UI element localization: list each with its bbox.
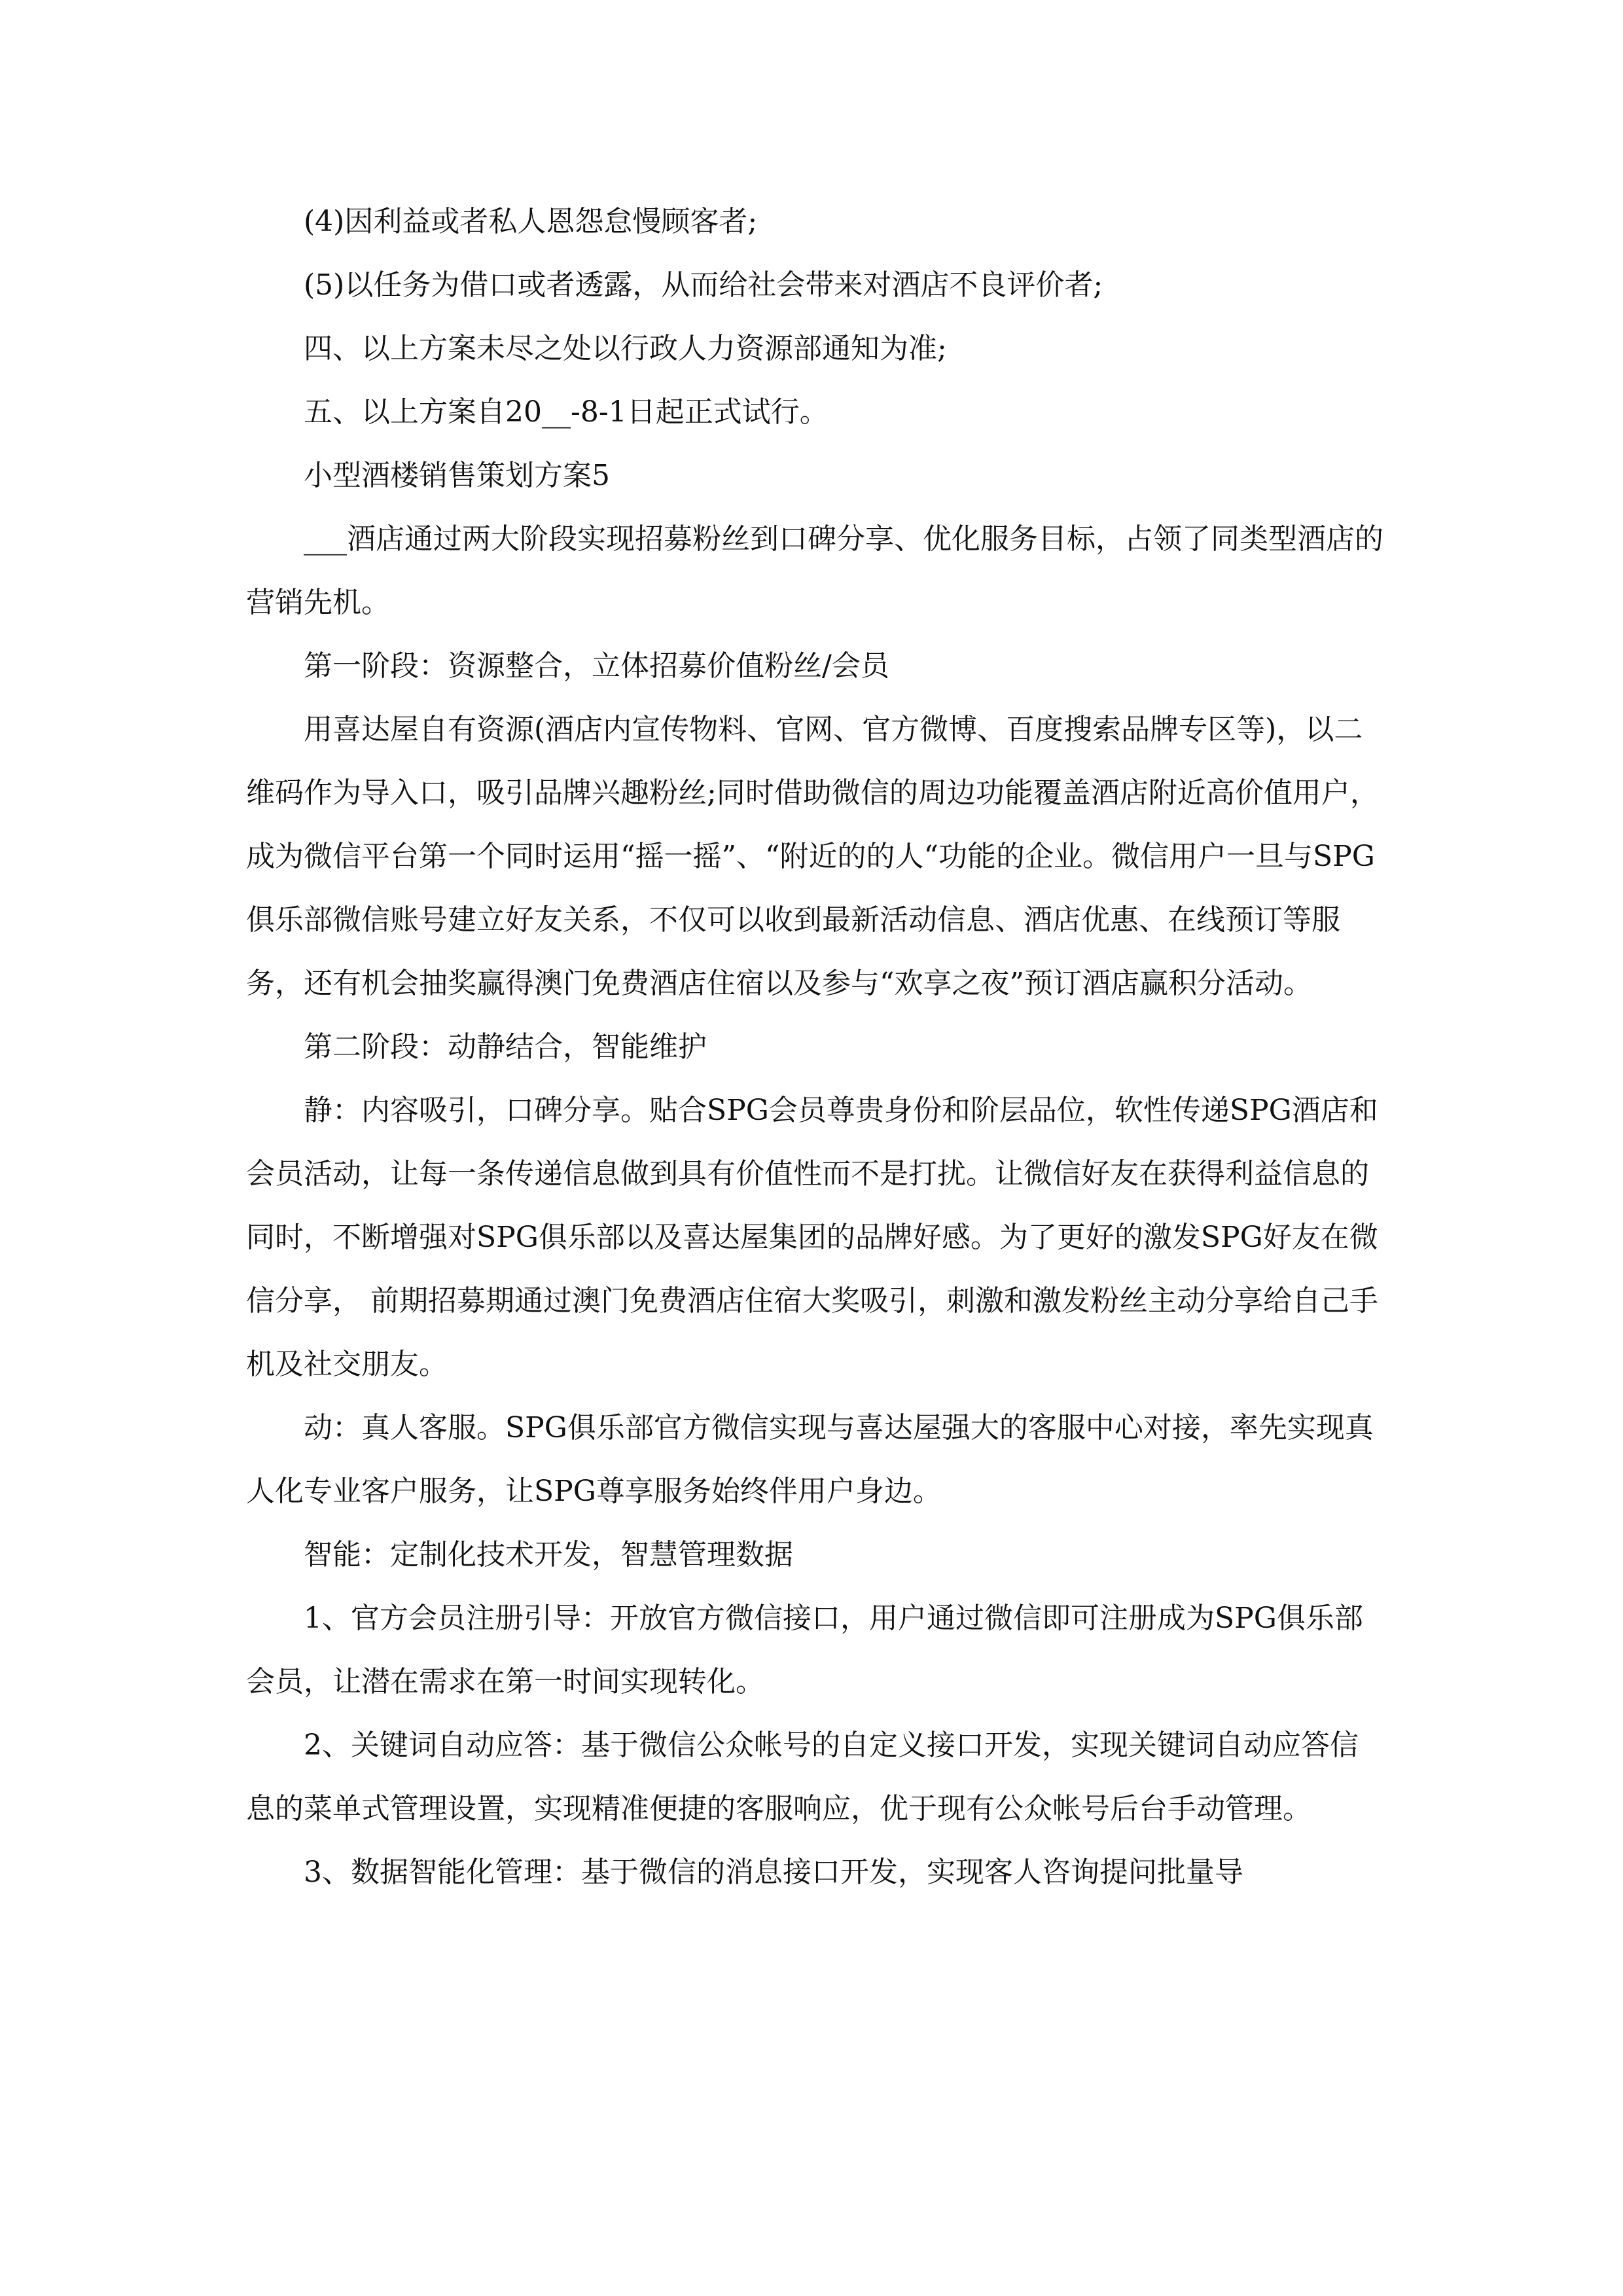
paragraph-10: 静：内容吸引，口碑分享。贴合SPG会员尊贵身份和阶层品位，软性传递SPG酒店和会员活动，让每一条传递信息做到具有价值性而不是打扰。让微信好友在获得利益信息的同时，不断增强对SPG俱乐部以及喜达屋集团的品牌好感。为了更好的激发SPG好友在微信分享， 前期招募期通过澳门免费酒店住宿大奖吸引，刺激和激发粉丝主动分享给自己手机及社交朋友。 [246, 1094, 1378, 1381]
paragraph-1: (4)因利益或者私人恩怨怠慢顾客者; [304, 205, 758, 238]
list-item-3: 3、数据智能化管理：基于微信的消息接口开发，实现客人咨询提问批量导 [304, 1856, 1243, 1889]
smart-heading: 智能：定制化技术开发，智慧管理数据 [304, 1538, 793, 1571]
paragraph-8: 用喜达屋自有资源(酒店内宣传物料、官网、官方微博、百度搜索品牌专区等)，以二维码作为导入口，吸引品牌兴趣粉丝;同时借助微信的周边功能覆盖酒店附近高价值用户，成为微信平台第一个同时运用“摇一摇”、“附近的的人“功能的企业。微信用户一旦与SPG俱乐部微信账号建立好友关系，不仅可以收到最新活动信息、酒店优惠、在线预订等服务，还有机会抽奖赢得澳门免费酒店住宿以及参与“欢享之夜”预订酒店赢积分活动。 [246, 713, 1379, 1000]
document-page [246, 190, 1385, 1904]
paragraph-2: (5)以任务为借口或者透露，从而给社会带来对酒店不良评价者; [304, 268, 1103, 302]
stage-two-heading: 第二阶段：动静结合，智能维护 [304, 1030, 707, 1064]
list-item-2: 2、关键词自动应答：基于微信公众帐号的自定义接口开发，实现关键词自动应答信息的菜单式管理设置，实现精准便捷的客服响应，优于现有公众帐号后台手动管理。 [246, 1729, 1359, 1825]
stage-one-heading: 第一阶段：资源整合，立体招募价值粉丝/会员 [304, 649, 889, 683]
paragraph-4: 五、以上方案自20__-8-1日起正式试行。 [304, 395, 829, 429]
section-heading: 小型酒楼销售策划方案5 [304, 459, 610, 492]
list-item-1: 1、官方会员注册引导：开放官方微信接口，用户通过微信即可注册成为SPG俱乐部会员，让潜在需求在第一时间实现转化。 [246, 1602, 1363, 1698]
paragraph-6: ___酒店通过两大阶段实现招募粉丝到口碑分享、优化服务目标，占领了同类型酒店的营销先机。 [246, 522, 1383, 619]
paragraph-11: 动：真人客服。SPG俱乐部官方微信实现与喜达屋强大的客服中心对接，率先实现真人化专业客户服务，让SPG尊享服务始终伴用户身边。 [246, 1411, 1374, 1508]
paragraph-3: 四、以上方案未尽之处以行政人力资源部通知为准; [304, 332, 947, 365]
